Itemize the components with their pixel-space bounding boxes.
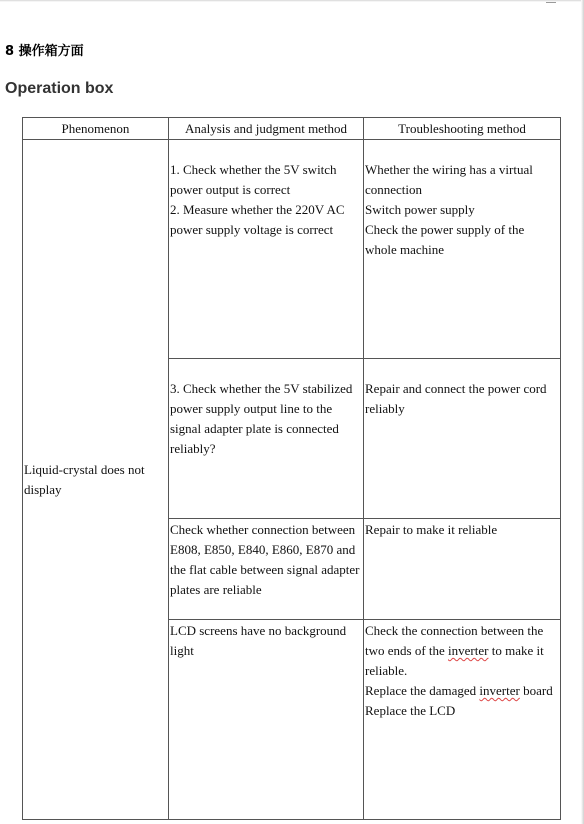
page-top-edge xyxy=(0,0,584,2)
analysis-line: 2. Measure whether the 220V AC power supply voltage is correct xyxy=(170,202,345,237)
spellcheck-word: inverter xyxy=(479,683,520,698)
analysis-cell xyxy=(169,620,364,820)
troubleshooting-text: Replace the damaged xyxy=(365,683,480,698)
analysis-line: 1. Check whether the 5V switch power output is correct xyxy=(170,162,337,197)
troubleshooting-table xyxy=(22,117,561,820)
troubleshooting-line: Repair to make it reliable xyxy=(365,522,498,537)
troubleshooting-line xyxy=(365,681,558,701)
troubleshooting-cell xyxy=(364,140,561,359)
phenomenon-text: Liquid-crystal does not display xyxy=(24,461,145,497)
analysis-cell xyxy=(169,140,364,359)
troubleshooting-line: Repair and connect the power cord reliably xyxy=(365,381,547,416)
analysis-cell xyxy=(169,519,364,620)
troubleshooting-line: Switch power supply xyxy=(365,202,475,217)
troubleshooting-text: board xyxy=(519,683,553,698)
troubleshooting-line: Whether the wiring has a virtual connection xyxy=(365,162,533,197)
troubleshooting-cell xyxy=(364,620,561,820)
analysis-line: 3. Check whether the 5V stabilized power supply output line to the signal adapter plate is connected reliably? xyxy=(170,381,353,456)
table-header-row xyxy=(23,118,561,140)
troubleshooting-line xyxy=(365,621,558,681)
header-phenomenon: Phenomenon xyxy=(23,118,169,140)
section-heading-cn: 8 操作箱方面 xyxy=(5,44,84,59)
analysis-line: Check whether connection between E808, E850, E840, E860, E870 and the flat cable between signal adapter plates are reliable xyxy=(170,522,360,597)
troubleshooting-cell xyxy=(364,519,561,620)
table-row xyxy=(23,140,561,359)
phenomenon-cell xyxy=(23,140,169,820)
header-troubleshooting: Troubleshooting method xyxy=(364,118,561,140)
troubleshooting-text: Check the connection between the two ends of the xyxy=(365,623,544,658)
header-analysis: Analysis and judgment method xyxy=(169,118,364,140)
spellcheck-word: inverter xyxy=(448,643,489,658)
analysis-cell xyxy=(169,359,364,519)
analysis-line: LCD screens have no background light xyxy=(170,623,347,658)
troubleshooting-text: to make it reliable. xyxy=(365,643,544,678)
page-corner-mark xyxy=(546,0,556,3)
troubleshooting-line: Replace the LCD xyxy=(365,703,456,718)
section-heading-en: Operation box xyxy=(5,80,114,97)
troubleshooting-line: Check the power supply of the whole machine xyxy=(365,222,525,257)
troubleshooting-cell xyxy=(364,359,561,519)
